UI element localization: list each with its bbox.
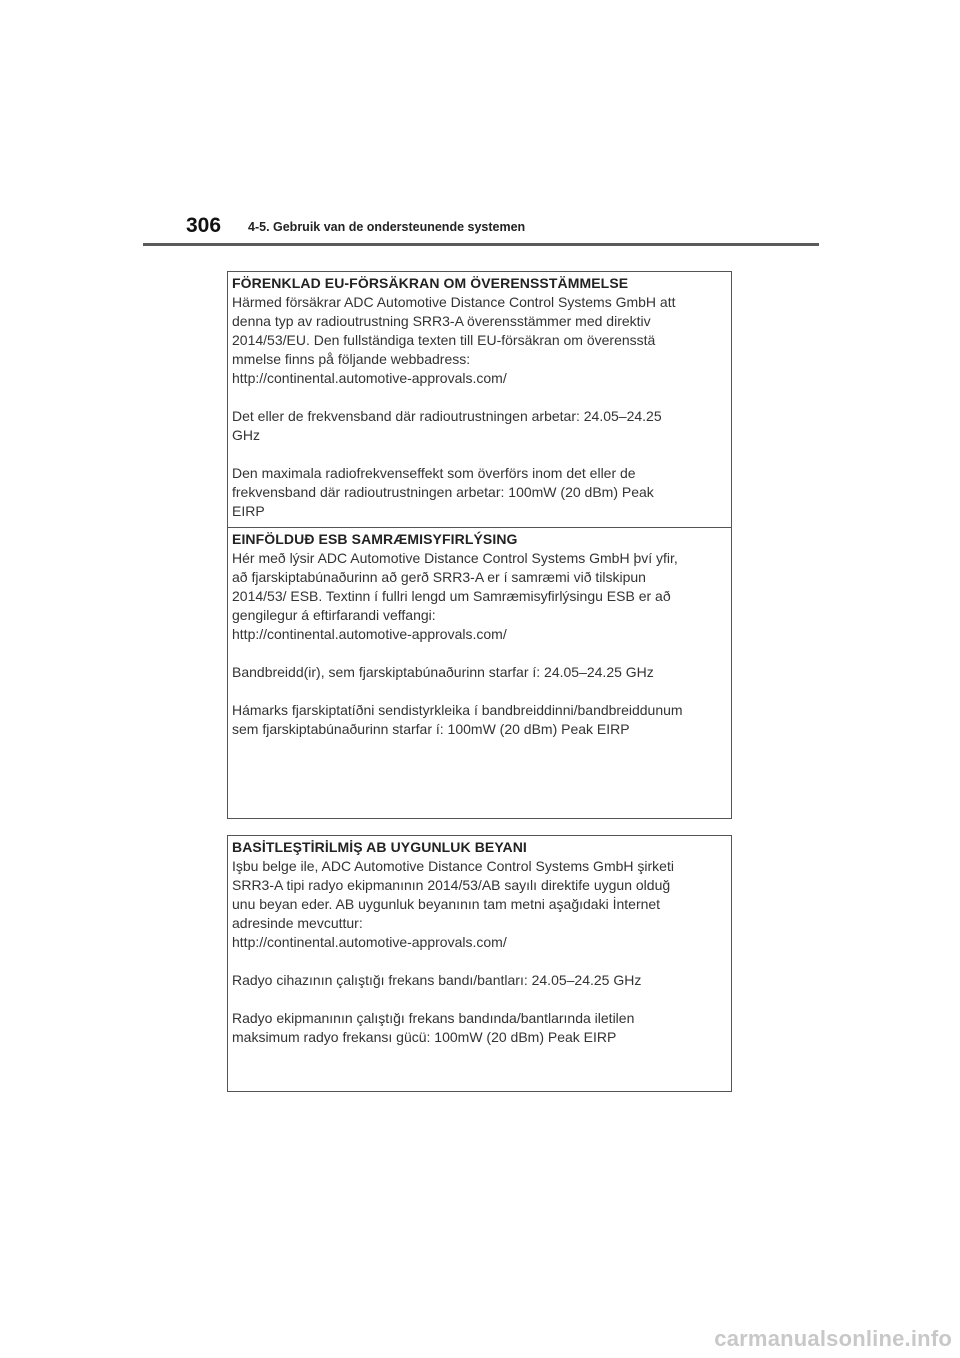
declaration-block-icelandic [228, 528, 731, 739]
declaration-box-tr [227, 835, 732, 1092]
declaration-block-turkish [228, 836, 731, 1047]
declaration-block-swedish [228, 272, 731, 521]
section-title: 4-5. Gebruik van de ondersteunende systemen [248, 220, 526, 234]
frequency-band-paragraph: Bandbreidd(ir), sem fjarskiptabúnaðurinn starfar í: 24.05–24.25 GHz [232, 664, 654, 680]
max-power-paragraph: Hámarks fjarskiptatíðni sendistyrkleika í bandbreiddinni/bandbreiddunum sem fjarskiptabúnaðurinn starfar í: 100mW (20 dBm) Peak EIRP [232, 702, 683, 737]
declaration-paragraph: Işbu belge ile, ADC Automotive Distance Control Systems GmbH şirketi SRR3-A tipi radyo ekipmanının 2014/53/AB sayılı direktife uygun olduğ unu beyan eder. AB uygunluk beyanının tam metni aşağıdaki İnternet adresinde mevcuttur: http://continental.automotive-approvals.com/ [232, 858, 674, 950]
declaration-title-turkish: BASİTLEŞTİRİLMİŞ AB UYGUNLUK BEYANI [232, 839, 527, 855]
declaration-paragraph: Härmed försäkrar ADC Automotive Distance Control Systems GmbH att denna typ av radioutrustning SRR3-A överensstämmer med direktiv 2014/53/EU. Den fullständiga texten till EU-försäkran om överensstä mmelse finns på följande webbadress: http://continental.automotive-approvals.com/ [232, 294, 676, 386]
frequency-band-paragraph: Det eller de frekvensband där radioutrustningen arbetar: 24.05–24.25 GHz [232, 408, 662, 443]
frequency-band-paragraph: Radyo cihazının çalıştığı frekans bandı/bantları: 24.05–24.25 GHz [232, 972, 642, 988]
max-power-paragraph: Radyo ekipmanının çalıştığı frekans bandında/bantlarında iletilen maksimum radyo frekansı gücü: 100mW (20 dBm) Peak EIRP [232, 1010, 635, 1045]
page-number: 306 [186, 214, 222, 237]
header-divider [143, 243, 819, 246]
declaration-box-sv-is [227, 271, 732, 819]
declaration-title-icelandic: EINFÖLDUÐ ESB SAMRÆMISYFIRLÝSING [232, 531, 518, 547]
declaration-paragraph: Hér með lýsir ADC Automotive Distance Control Systems GmbH því yfir, að fjarskiptabúnaðurinn að gerð SRR3-A er í samræmi við tilskipun 2014/53/ ESB. Textinn í fullri lengd um Samræmisyfirlýsingu ESB er að gengilegur á eftirfarandi veffangi: http://continental.automotive-approvals.com/ [232, 550, 678, 642]
declaration-title-swedish: FÖRENKLAD EU-FÖRSÄKRAN OM ÖVERENSSTÄMMELSE [232, 275, 629, 291]
max-power-paragraph: Den maximala radiofrekvenseffekt som överförs inom det eller de frekvensband där radioutrustningen arbetar: 100mW (20 dBm) Peak EIRP [232, 465, 654, 519]
footer-watermark: carmanualsonline.info [714, 1326, 952, 1351]
